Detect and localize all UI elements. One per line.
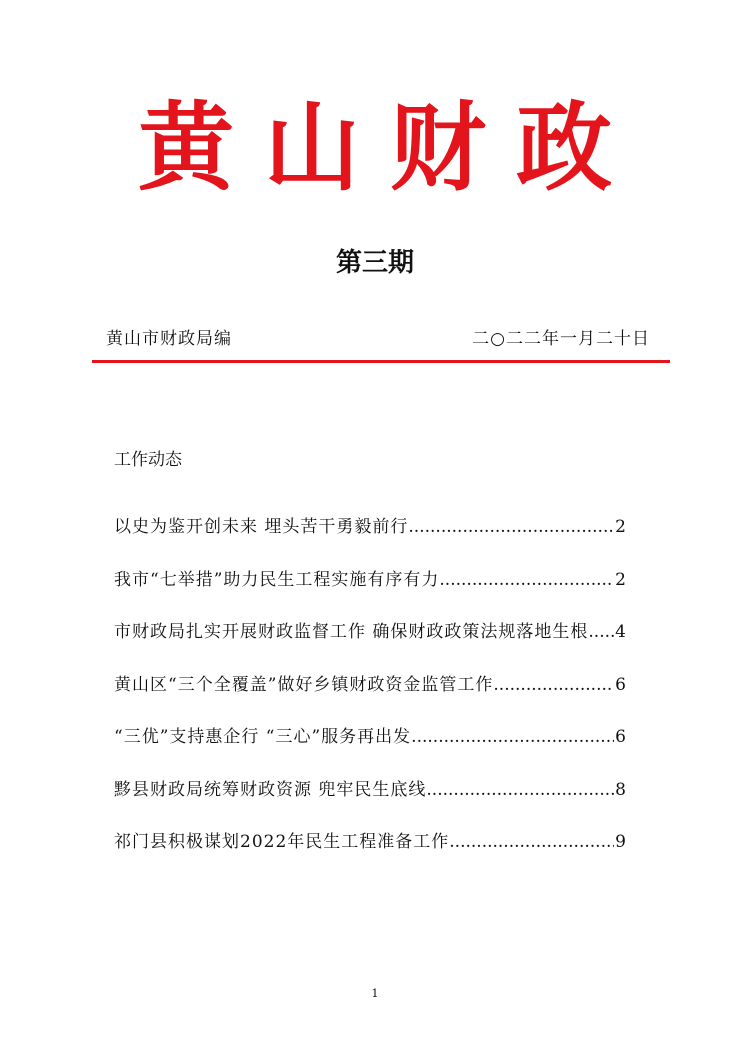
toc-entry[interactable] [114,724,626,750]
issue-number: 第三期 [335,248,414,278]
toc-entry-page: 2 [615,569,626,590]
toc-entry-page: 9 [615,832,626,852]
toc-entry-title: 我市“七举措”助力民生工程实施有序有力 [114,569,440,590]
toc-entry-title: 祁门县积极谋划2022年民生工程准备工作 [114,832,450,852]
toc-leader-dots [411,724,614,750]
toc-entry-page: 6 [615,674,626,695]
toc-entry-page: 2 [615,517,626,537]
toc-entry-page: 8 [615,779,626,800]
editor-line: 黄山市财政局编 [106,329,232,349]
toc-entry-title: “三优”支持惠企行 “三心”服务再出发 [114,727,412,747]
toc-entry[interactable] [114,619,626,645]
toc-entry-title: 黟县财政局统筹财政资源 兜牢民生底线 [114,779,427,800]
publication-date: 二○二二年一月二十日 [472,329,650,349]
page-number: 1 [371,987,379,1000]
masthead-title: 黄山财政 [138,91,642,204]
toc-entry-title: 黄山区“三个全覆盖”做好乡镇财政资金监管工作 [114,674,494,695]
toc-entry[interactable] [114,514,626,540]
toc-entry[interactable] [114,672,626,698]
toc-entry[interactable] [114,567,626,593]
toc-leader-dots [449,829,614,855]
toc-leader-dots [439,567,614,593]
toc-entry-title: 市财政局扎实开展财政监督工作 确保财政政策法规落地生根 [114,622,589,642]
red-divider [92,360,670,363]
toc-leader-dots [588,619,614,645]
toc-entry[interactable] [114,829,626,855]
toc-entry-title: 以史为鉴开创未来 埋头苦干勇毅前行 [114,517,409,537]
toc-leader-dots [493,672,614,698]
toc-entry-page: 6 [615,727,626,747]
toc-leader-dots [408,514,614,540]
toc-entry[interactable] [114,777,626,803]
table-of-contents [114,514,626,882]
toc-entry-page: 4 [615,622,626,642]
section-title: 工作动态 [114,450,182,470]
toc-leader-dots [426,777,614,803]
